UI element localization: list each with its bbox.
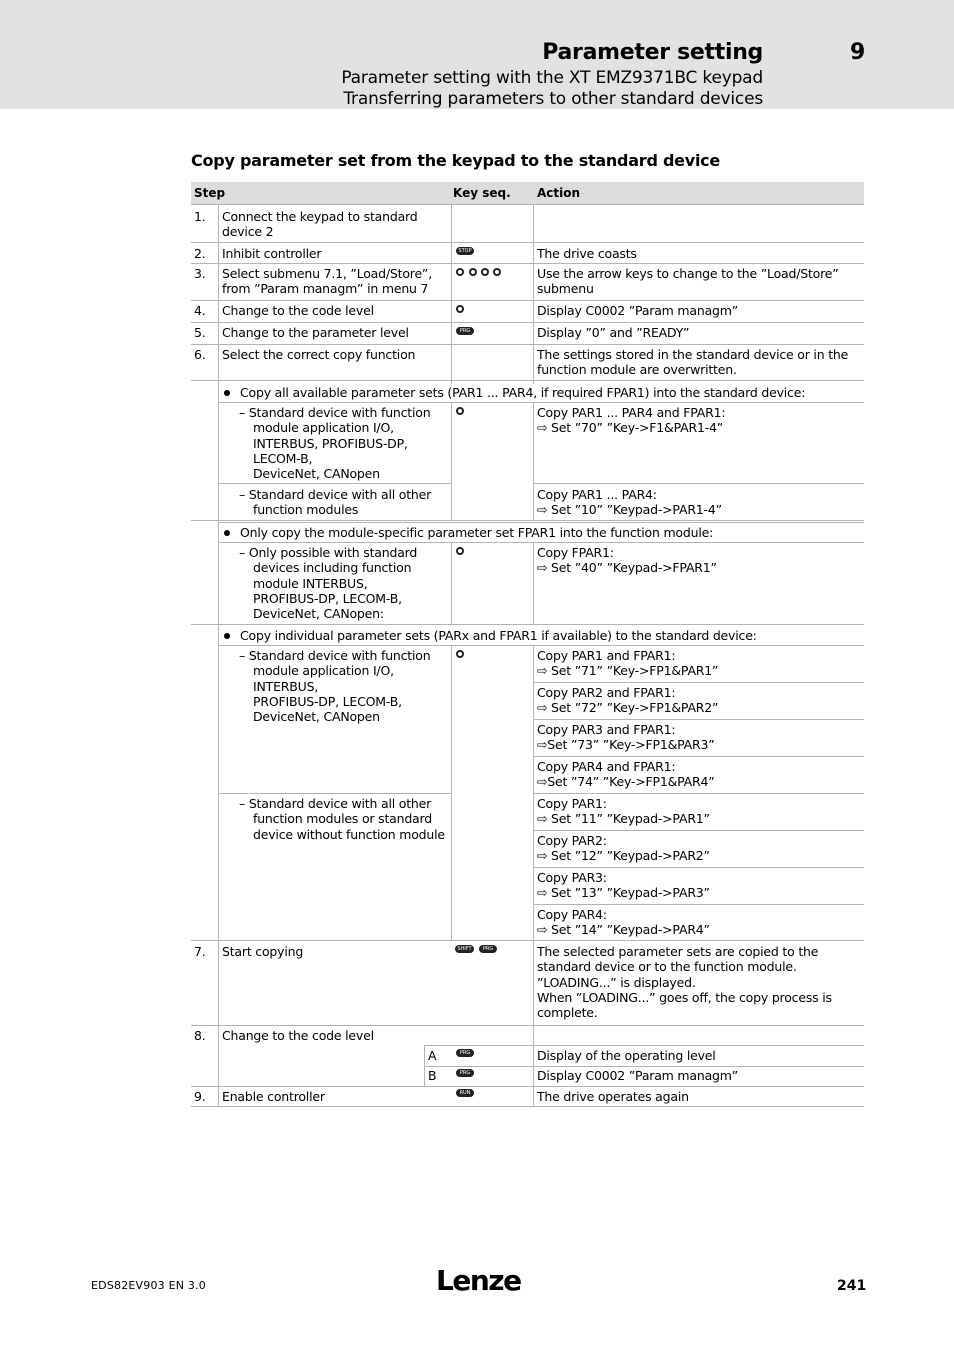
row-divider [218,624,864,625]
action-text: ”LOADING...” is displayed. [537,974,696,990]
table-header [191,182,864,204]
row-divider [218,402,864,403]
sub-condition-text: PROFIBUS-DP, LECOM-B, [253,693,402,709]
sub-condition-text: function modules [253,502,359,518]
run-key-icon: RUN [456,1089,474,1097]
column-header-action: Action [537,186,581,200]
step-text: Enable controller [222,1089,325,1104]
bullet-text: Copy individual parameter sets (PARx and FPAR1 if available) to the standard device: [240,628,757,643]
column-divider [451,402,452,520]
step-text: Inhibit controller [222,246,322,261]
action-text: The selected parameter sets are copied to the [537,944,819,959]
right-arrow-key-icon [456,305,464,313]
step-number: 9. [194,1089,206,1104]
prg-key-icon: PRG [456,327,474,335]
row-divider [191,520,864,521]
row-divider [218,793,451,794]
row-divider [218,522,864,523]
sub-condition-text: – Only possible with standard [239,545,418,560]
option-label: A [428,1048,437,1063]
row-divider [424,1045,864,1046]
sub-condition-text: device without function module [253,826,445,842]
column-divider [218,204,219,1106]
subtitle-2: Transferring parameters to other standard devices [343,89,763,109]
sub-condition-text: PROFIBUS-DP, LECOM-B, [253,590,402,606]
column-divider [533,542,534,624]
lenze-logo: Lenze [436,1264,521,1297]
sub-condition-text: DeviceNet, CANopen: [253,606,384,622]
arrow-key-icon [469,268,477,276]
row-divider [533,867,864,868]
chapter-title: Parameter setting [542,40,763,65]
action-text: The settings stored in the standard device or in the [537,347,849,362]
section-heading: Copy parameter set from the keypad to the standard device [191,151,721,170]
step-text: Connect the keypad to standard [222,209,418,224]
step-text: device 2 [222,224,274,240]
sub-action-text: Copy PAR1 ... PAR4: [537,487,657,502]
step-number: 2. [194,246,206,261]
arrow-key-icon [456,268,464,276]
row-divider [218,483,451,484]
subtitle-1: Parameter setting with the XT EMZ9371BC keypad [341,68,763,88]
chapter-number: 9 [850,40,866,65]
step-text: Change to the parameter level [222,325,409,340]
bullet-text: Only copy the module-specific parameter set FPAR1 into the function module: [240,525,714,540]
up-arrow-key-icon [456,650,464,658]
column-divider [451,542,452,624]
sub-action-text: ⇨ Set ”70” ”Key->F1&PAR1-4” [537,420,724,436]
row-divider [533,719,864,720]
sub-condition-text: – Standard device with all other [239,796,432,811]
page-number: 241 [837,1278,867,1294]
bullet-icon [224,633,230,639]
option-action: Display of the operating level [537,1048,716,1063]
sub-action-text: ⇨ Set ”10” ”Keypad->PAR1-4” [537,502,722,518]
sub-action-text: Copy PAR2: [537,833,607,848]
sub-action-text: ⇨ Set ”40” ”Keypad->FPAR1” [537,560,717,576]
step-number: 1. [194,209,206,224]
bullet-icon [224,390,230,396]
doc-id: EDS82EV903 EN 3.0 [91,1279,206,1292]
sub-action-text: ⇨ Set ”13” ”Keypad->PAR3” [537,885,710,901]
row-divider [424,1066,864,1067]
column-divider [533,204,534,384]
bullet-text: Copy all available parameter sets (PAR1 ... PAR4, if required FPAR1) into the standard device: [240,385,806,400]
step-number: 8. [194,1028,206,1043]
sub-condition-text: devices including function [253,560,412,576]
sub-action-text: Copy FPAR1: [537,545,614,560]
sub-action-text: Copy PAR3: [537,870,607,885]
sub-action-text: ⇨ Set ”71” ”Key->FP1&PAR1” [537,663,719,679]
column-divider [451,204,452,384]
sub-action-text: ⇨Set ”74” ”Key->FP1&PAR4” [537,774,715,790]
column-divider [533,645,534,1106]
sub-condition-text: DeviceNet, CANopen [253,709,380,725]
row-divider [218,645,864,646]
sub-condition-text: INTERBUS, [253,678,319,694]
row-divider [191,344,864,345]
action-text: Display ”0” and ”READY” [537,325,690,340]
sub-condition-text: – Standard device with function [239,405,431,420]
up-arrow-key-icon [456,407,464,415]
sub-action-text: Copy PAR4 and FPAR1: [537,759,676,774]
sub-condition-text: module INTERBUS, [253,575,368,591]
sub-action-text: Copy PAR2 and FPAR1: [537,685,676,700]
row-divider [191,1106,864,1107]
row-divider [533,904,864,905]
step-number: 5. [194,325,206,340]
row-divider [533,682,864,683]
step-number: 6. [194,347,206,362]
sub-action-text: Copy PAR3 and FPAR1: [537,722,676,737]
row-divider [191,242,864,243]
sub-action-text: ⇨ Set ”72” ”Key->FP1&PAR2” [537,700,719,716]
option-label: B [428,1068,437,1083]
sub-condition-text: – Standard device with function [239,648,431,663]
row-divider [191,1025,864,1026]
action-text: function module are overwritten. [537,362,737,378]
sub-condition-text: module application I/O, [253,663,394,679]
row-divider [191,1086,864,1087]
sub-action-text: Copy PAR1: [537,796,607,811]
prg-key-icon: PRG [456,1069,474,1077]
column-header-key-seq: Key seq. [453,186,511,200]
sub-condition-text: module application I/O, [253,420,394,436]
row-divider [191,263,864,264]
action-text: The drive operates again [537,1089,689,1104]
row-divider [191,204,864,205]
action-text: Use the arrow keys to change to the ”Load/Store” [537,266,839,281]
action-text: standard device or to the function module. [537,959,797,975]
column-divider [451,645,452,940]
prg-key-icon: PRG [456,1049,474,1057]
step-text: Change to the code level [222,1028,374,1043]
sub-condition-text: DeviceNet, CANopen [253,466,380,482]
sub-action-text: ⇨ Set ”11” ”Keypad->PAR1” [537,811,710,827]
action-text: Display C0002 ”Param managm” [537,303,739,318]
step-text: Change to the code level [222,303,374,318]
step-text: Select submenu 7.1, ”Load/Store”, [222,266,432,281]
step-number: 7. [194,944,206,959]
sub-action-text: ⇨ Set ”12” ”Keypad->PAR2” [537,848,710,864]
row-divider [533,830,864,831]
sub-condition-text: LECOM-B, [253,450,313,466]
row-divider [191,940,864,941]
action-text: complete. [537,1005,598,1021]
sub-condition-text: function modules or standard [253,811,432,827]
sub-condition-text: – Standard device with all other [239,487,432,502]
action-text: submenu [537,281,594,297]
action-text: When ”LOADING...” goes off, the copy process is [537,989,832,1005]
step-number: 3. [194,266,206,281]
step-text: Start copying [222,944,304,959]
sub-action-text: Copy PAR1 ... PAR4 and FPAR1: [537,405,726,420]
sub-condition-text: INTERBUS, PROFIBUS-DP, [253,435,408,451]
up-arrow-key-icon [456,547,464,555]
row-divider [533,756,864,757]
row-divider [191,380,864,381]
column-divider [533,402,534,520]
bullet-icon [224,530,230,536]
sub-action-text: ⇨Set ”73” ”Key->FP1&PAR3” [537,737,715,753]
action-text: The drive coasts [537,246,637,261]
stop-key-icon: STOP [456,247,474,255]
row-divider [533,793,864,794]
step-text: from ”Param managm” in menu 7 [222,281,429,297]
row-divider [533,483,864,484]
sub-action-text: ⇨ Set ”14” ”Keypad->PAR4” [537,922,710,938]
sub-action-text: Copy PAR1 and FPAR1: [537,648,676,663]
arrow-key-icon [481,268,489,276]
row-divider [191,300,864,301]
option-action: Display C0002 ”Param managm” [537,1068,739,1083]
shift-key-icon: SHIFT [455,945,474,953]
step-number: 4. [194,303,206,318]
prg-key-icon: PRG [479,945,497,953]
column-header-step: Step [194,186,226,200]
row-divider [191,322,864,323]
sub-action-text: Copy PAR4: [537,907,607,922]
arrow-key-icon [493,268,501,276]
step-text: Select the correct copy function [222,347,416,362]
row-divider [218,542,864,543]
